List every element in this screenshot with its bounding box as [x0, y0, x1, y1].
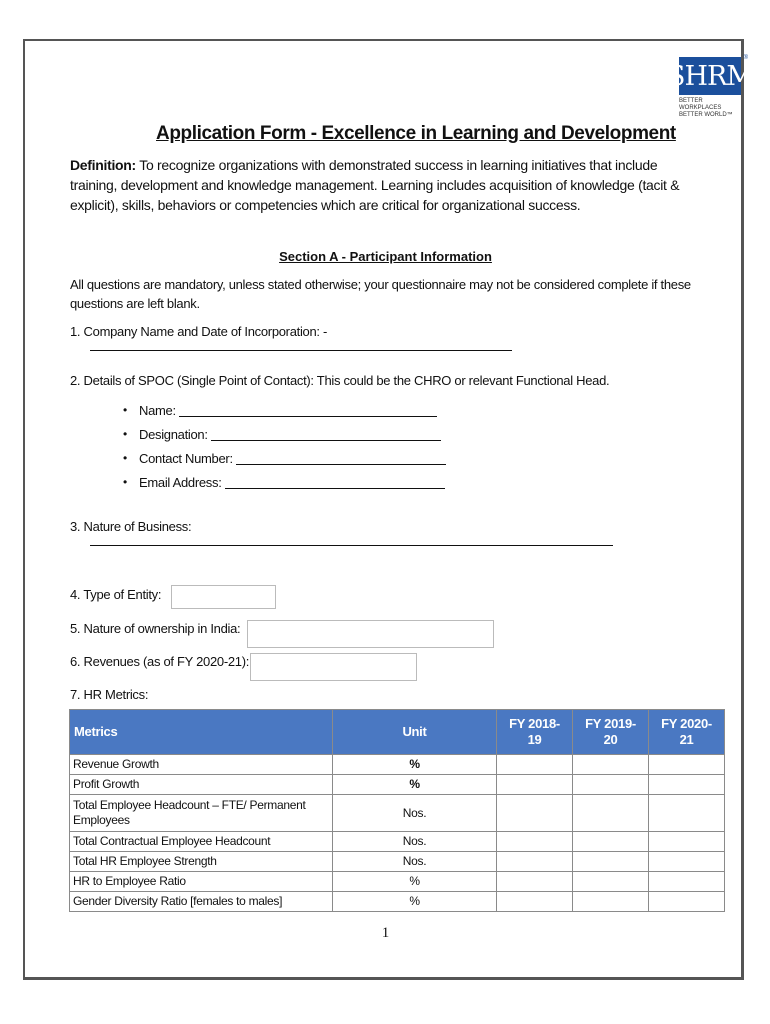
spoc-field-designation [123, 422, 446, 446]
shrm-logo [666, 55, 754, 121]
value-cell[interactable] [649, 872, 725, 892]
value-cell[interactable] [649, 892, 725, 912]
logo-tagline-1: BETTER WORKPLACES [679, 98, 722, 111]
unit-cell: Nos. [333, 795, 497, 832]
document-page [23, 39, 754, 980]
value-cell[interactable] [649, 755, 725, 775]
value-cell[interactable] [573, 755, 649, 775]
metric-cell: Total HR Employee Strength [70, 852, 333, 872]
metric-cell: Gender Diversity Ratio [females to males] [70, 892, 333, 912]
header-fy-line: FY 2020- [661, 716, 712, 731]
table-row [70, 872, 725, 892]
logo-text: SHRM [666, 60, 754, 92]
contact-number-input-line[interactable] [236, 452, 446, 465]
value-cell[interactable] [573, 872, 649, 892]
header-fy-2019-20 [573, 710, 649, 755]
table-row [70, 852, 725, 872]
metric-cell: Total Employee Headcount – FTE/ Permanent Employees [70, 795, 333, 832]
header-fy-line: 19 [527, 732, 542, 747]
value-cell[interactable] [497, 775, 573, 795]
logo-mark [666, 55, 754, 95]
unit-cell: Nos. [333, 832, 497, 852]
logo-tagline-2: BETTER WORLD™ [679, 112, 733, 118]
type-of-entity-field[interactable] [171, 585, 276, 609]
value-cell[interactable] [573, 775, 649, 795]
question-2: 2. Details of SPOC (Single Point of Contact): This could be the CHRO or relevant Functional Head. [70, 373, 610, 388]
logo-tagline [679, 98, 745, 119]
header-fy-line: FY 2018- [509, 716, 560, 731]
metric-cell: Profit Growth [70, 775, 333, 795]
spoc-field-email [123, 470, 446, 494]
value-cell[interactable] [497, 832, 573, 852]
email-input-line[interactable] [225, 476, 445, 489]
name-input-line[interactable] [179, 404, 437, 417]
nature-of-ownership-field[interactable] [247, 620, 494, 648]
table-row [70, 892, 725, 912]
table-row [70, 755, 725, 775]
unit-cell: % [333, 775, 497, 795]
spoc-field-label: Email Address: [139, 474, 222, 490]
logo-registered: ® [743, 55, 747, 61]
question-7: 7. HR Metrics: [70, 687, 149, 702]
unit-cell: % [333, 872, 497, 892]
unit-cell: % [333, 755, 497, 775]
page-title: Application Form - Excellence in Learning and Development [156, 123, 676, 144]
hr-metrics-table [69, 709, 725, 912]
value-cell[interactable] [573, 892, 649, 912]
value-cell[interactable] [497, 755, 573, 775]
value-cell[interactable] [573, 795, 649, 832]
spoc-field-contact [123, 446, 446, 470]
bullet-icon: • [123, 475, 127, 489]
header-unit: Unit [333, 710, 497, 755]
section-a-title: Section A - Participant Information [279, 249, 492, 264]
value-cell[interactable] [649, 775, 725, 795]
spoc-field-name [123, 398, 446, 422]
spoc-field-label: Designation: [139, 426, 208, 442]
unit-cell: % [333, 892, 497, 912]
header-metrics: Metrics [70, 710, 333, 755]
definition-paragraph [70, 155, 696, 215]
value-cell[interactable] [497, 795, 573, 832]
bullet-icon: • [123, 427, 127, 441]
header-fy-line: 21 [679, 732, 694, 747]
question-6: 6. Revenues (as of FY 2020-21): [70, 654, 250, 669]
table-row [70, 832, 725, 852]
metric-cell: Total Contractual Employee Headcount [70, 832, 333, 852]
page-number: 1 [381, 925, 390, 941]
value-cell[interactable] [573, 832, 649, 852]
question-4: 4. Type of Entity: [70, 587, 162, 602]
header-fy-2020-21 [649, 710, 725, 755]
value-cell[interactable] [497, 872, 573, 892]
header-fy-line: 20 [603, 732, 618, 747]
table-row [70, 795, 725, 832]
definition-label: Definition: [70, 157, 136, 173]
header-fy-2018-19 [497, 710, 573, 755]
value-cell[interactable] [497, 892, 573, 912]
bullet-icon: • [123, 403, 127, 417]
unit-cell: Nos. [333, 852, 497, 872]
metric-cell: HR to Employee Ratio [70, 872, 333, 892]
value-cell[interactable] [649, 852, 725, 872]
value-cell[interactable] [497, 852, 573, 872]
value-cell[interactable] [573, 852, 649, 872]
spoc-fields-list [123, 398, 446, 494]
revenues-field[interactable] [250, 653, 417, 681]
table-row [70, 775, 725, 795]
spoc-field-label: Contact Number: [139, 450, 233, 466]
company-name-line[interactable] [90, 350, 512, 351]
table-header-row [70, 710, 725, 755]
question-3: 3. Nature of Business: [70, 519, 192, 534]
value-cell[interactable] [649, 795, 725, 832]
question-1: 1. Company Name and Date of Incorporation: - [70, 324, 328, 339]
definition-text: To recognize organizations with demonstrated success in learning initiatives that include training, development and knowledge management. Learning includes acquisition of knowledge (tacit & explicit), skills, behaviors or competencies which are critical for organizational success. [70, 157, 680, 213]
metric-cell: Revenue Growth [70, 755, 333, 775]
nature-of-business-line[interactable] [90, 545, 613, 546]
spoc-field-label: Name: [139, 402, 176, 418]
question-5: 5. Nature of ownership in India: [70, 621, 241, 636]
header-fy-line: FY 2019- [585, 716, 636, 731]
section-a-note: All questions are mandatory, unless stated otherwise; your questionnaire may not be considered complete if these questions are left blank. [70, 277, 691, 311]
designation-input-line[interactable] [211, 428, 441, 441]
bullet-icon: • [123, 451, 127, 465]
value-cell[interactable] [649, 832, 725, 852]
